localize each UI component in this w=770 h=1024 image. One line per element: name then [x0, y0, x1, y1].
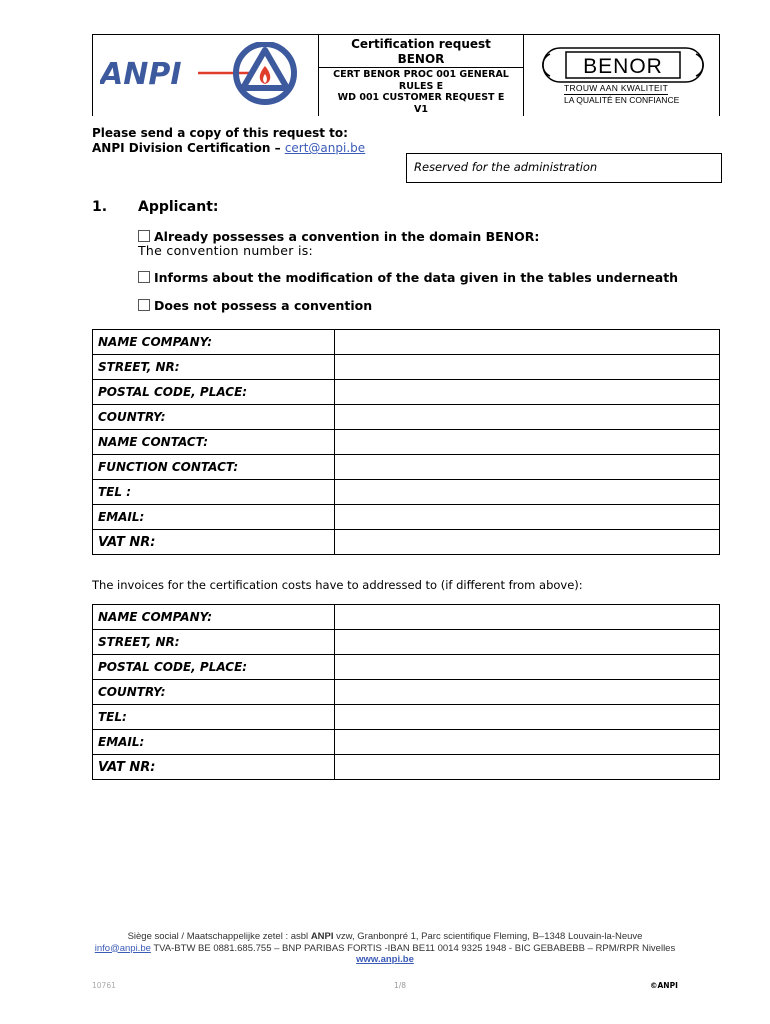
has-convention-label: Already possesses a convention in the domain BENOR: — [154, 229, 540, 244]
field-label: NAME CONTACT: — [93, 430, 335, 455]
table-row — [93, 655, 720, 680]
send-copy-line: Please send a copy of this request to: — [92, 126, 348, 140]
field-label: COUNTRY: — [93, 405, 335, 430]
field-value[interactable] — [335, 680, 720, 705]
field-label: STREET, NR: — [93, 355, 335, 380]
footer-address-prefix: Siège social / Maatschappelijke zetel : asbl — [127, 931, 311, 942]
convention-number-label: The convention number is: — [138, 243, 314, 258]
no-convention-label: Does not possess a convention — [154, 298, 373, 313]
field-value[interactable] — [335, 530, 720, 555]
field-value[interactable] — [335, 430, 720, 455]
division-name: ANPI Division Certification – — [92, 141, 285, 155]
field-label: EMAIL: — [93, 505, 335, 530]
field-label: NAME COMPANY: — [93, 605, 335, 630]
page-number: 1/8 — [394, 981, 407, 990]
title-line-2: BENOR — [397, 52, 445, 66]
table-row — [93, 755, 720, 780]
footer-org-name: ANPI — [310, 931, 334, 942]
option-no-convention[interactable] — [138, 298, 372, 313]
table-row — [93, 705, 720, 730]
field-value[interactable] — [335, 380, 720, 405]
field-value[interactable] — [335, 730, 720, 755]
field-value[interactable] — [335, 455, 720, 480]
no-convention-checkbox[interactable] — [138, 299, 150, 311]
benor-tagline-nl: TROUW AAN KWALITEIT — [564, 83, 669, 93]
footer-address — [60, 931, 710, 943]
page-footer — [60, 931, 710, 966]
table-row — [93, 480, 720, 505]
field-value[interactable] — [335, 605, 720, 630]
table-row — [93, 630, 720, 655]
applicant-table — [92, 329, 720, 555]
doc-number: 10761 — [92, 981, 116, 990]
invoice-note: The invoices for the certification costs have to addressed to (if different from above): — [92, 578, 583, 592]
table-row — [93, 680, 720, 705]
cert-email-link[interactable]: cert@anpi.be — [284, 141, 366, 155]
field-label: TEL : — [93, 480, 335, 505]
field-value[interactable] — [335, 330, 720, 355]
field-value[interactable] — [335, 480, 720, 505]
field-value[interactable] — [335, 655, 720, 680]
anpi-logo — [100, 42, 300, 108]
benor-logo — [538, 46, 708, 84]
header-title-block — [318, 34, 524, 116]
table-row — [93, 430, 720, 455]
table-row — [93, 505, 720, 530]
document-reference — [319, 69, 523, 115]
benor-tagline — [564, 83, 679, 106]
table-row — [93, 605, 720, 630]
option-has-convention[interactable] — [138, 229, 539, 244]
doc-ref-line-1: CERT BENOR PROC 001 GENERAL — [333, 69, 509, 80]
footer-bank — [60, 943, 710, 955]
table-row — [93, 730, 720, 755]
field-label: FUNCTION CONTACT: — [93, 455, 335, 480]
field-label: POSTAL CODE, PLACE: — [93, 655, 335, 680]
footer-bank-details: TVA-BTW BE 0881.685.755 – BNP PARIBAS FORTIS -IBAN BE11 0014 9325 1948 - BIC GEBABEBB – RPM/RPR Nivelles — [150, 942, 676, 954]
section-title: Applicant: — [138, 199, 219, 215]
info-email-link[interactable]: info@anpi.be — [94, 942, 151, 954]
option-modification[interactable] — [138, 270, 678, 285]
section-number: 1. — [92, 199, 108, 215]
field-value[interactable] — [335, 755, 720, 780]
table-row — [93, 380, 720, 405]
benor-tagline-fr: LA QUALITÉ EN CONFIANCE — [564, 95, 680, 105]
field-label: POSTAL CODE, PLACE: — [93, 380, 335, 405]
field-label: STREET, NR: — [93, 630, 335, 655]
field-value[interactable] — [335, 505, 720, 530]
table-row — [93, 355, 720, 380]
benor-logo-text: BENOR — [583, 55, 663, 78]
doc-ref-line-3: WD 001 CUSTOMER REQUEST E — [337, 92, 505, 103]
field-label: TEL: — [93, 705, 335, 730]
doc-ref-line-4: V1 — [414, 103, 428, 115]
table-row — [93, 330, 720, 355]
document-title — [319, 34, 523, 68]
field-label: VAT NR: — [93, 530, 335, 555]
modification-checkbox[interactable] — [138, 271, 150, 283]
field-label: EMAIL: — [93, 730, 335, 755]
field-value[interactable] — [335, 355, 720, 380]
table-row — [93, 455, 720, 480]
field-label: VAT NR: — [93, 755, 335, 780]
field-label: COUNTRY: — [93, 680, 335, 705]
footer-address-suffix: vzw, Granbonpré 1, Parc scientifique Fleming, B–1348 Louvain-la-Neuve — [333, 931, 643, 942]
anpi-logo-text: ANPI — [100, 57, 182, 92]
copyright: ©ANPI — [650, 981, 678, 990]
send-copy-instructions — [92, 126, 365, 156]
reserved-admin-box — [406, 153, 722, 183]
reserved-admin-label: Reserved for the administration — [414, 160, 598, 174]
table-row — [93, 530, 720, 555]
field-value[interactable] — [335, 630, 720, 655]
field-value[interactable] — [335, 705, 720, 730]
table-row — [93, 405, 720, 430]
field-label: NAME COMPANY: — [93, 330, 335, 355]
invoice-table — [92, 604, 720, 780]
doc-ref-line-2: RULES E — [398, 80, 444, 92]
modification-label: Informs about the modification of the data given in the tables underneath — [154, 270, 679, 285]
has-convention-checkbox[interactable] — [138, 230, 150, 242]
title-line-1: Certification request — [351, 37, 491, 51]
field-value[interactable] — [335, 405, 720, 430]
website-link[interactable]: www.anpi.be — [356, 954, 414, 965]
